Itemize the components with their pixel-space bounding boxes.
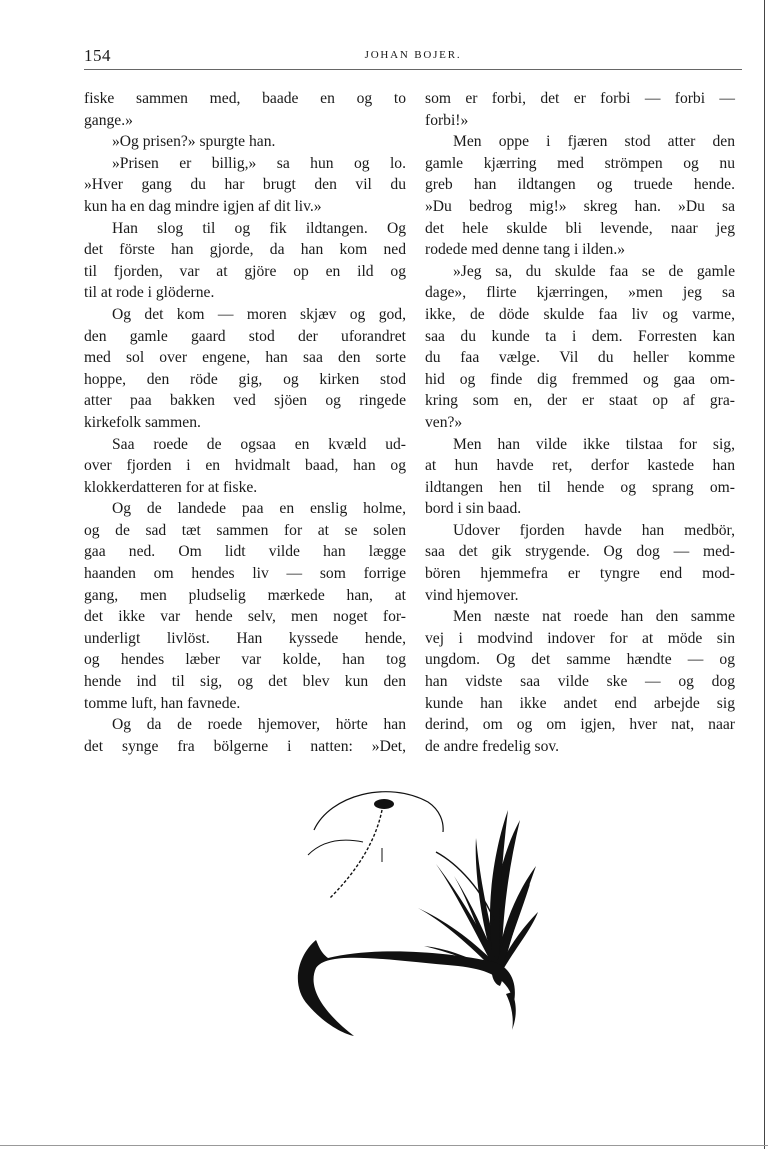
running-head: JOHAN BOJER.	[364, 49, 462, 61]
scan-edge-right	[764, 0, 765, 1149]
text-line: forbi!»	[425, 111, 469, 129]
text-line: han vidste saa vilde ske — og dog	[425, 673, 735, 691]
text-line: med sol over engene, han saa den sorte	[84, 349, 406, 367]
text-line: Og det kom — moren skjæv og god,	[112, 305, 406, 323]
text-line: og de sad tæt sammen for at se solen	[84, 521, 406, 539]
text-line: til at rode i glöderne.	[84, 284, 215, 302]
text-line: det förste han gjorde, da han kom ned	[84, 241, 406, 259]
text-line: det synge fra bölgerne i natten: »Det,	[84, 737, 406, 755]
text-line: rodede med denne tang i ilden.»	[425, 241, 626, 259]
text-line: hoppe, den röde gig, og kirken stod	[84, 370, 406, 388]
text-line: og hendes læber var kolde, han tog	[84, 651, 406, 669]
text-line: hende ind til sig, og det blev kun den	[84, 673, 406, 691]
text-line: underligt livlöst. Han kyssede hende,	[84, 629, 406, 647]
text-line: klokkerdatteren for at fiske.	[84, 478, 258, 496]
text-line: vej i modvind indover for at möde sin	[425, 629, 735, 647]
text-line: gamle kjærring med strömpen og nu	[425, 154, 735, 172]
text-line: ikke, de döde skulde faa liv og varme,	[425, 305, 735, 323]
text-line: gaa ned. Om lidt vilde han lægge	[84, 543, 406, 561]
text-line: som er forbi, det er forbi — forbi —	[425, 90, 735, 107]
dish-center-mark	[374, 799, 394, 809]
text-line: dage», flirte kjærringen, »men jeg sa	[425, 284, 735, 302]
text-line: gange.»	[84, 111, 133, 129]
dish-inner-line	[308, 840, 363, 855]
text-line: hid og finde dig fremmed og gaa om-	[425, 370, 735, 388]
text-line: tomme luft, han favnede.	[84, 694, 241, 712]
text-line: »Hver gang du har brugt den vil du	[84, 176, 406, 194]
text-line: ven?»	[425, 413, 463, 431]
left-column	[84, 88, 406, 757]
page-number: 154	[84, 46, 111, 65]
text-line: Men han vilde ikke tilstaa for sig,	[453, 435, 735, 453]
text-line: kun ha en dag mindre igjen af dit liv.»	[84, 197, 322, 215]
text-line: Men næste nat roede han den samme	[453, 608, 735, 626]
dish-outline	[314, 792, 443, 832]
text-line: til fjorden, var at gjöre op en ild og	[84, 262, 406, 280]
text-line: Han slog til og fik ildtangen. Og	[112, 219, 406, 237]
header-rule	[84, 69, 742, 70]
text-line: du faa vælge. Vil du heller komme	[425, 349, 735, 367]
text-line: derind, om og om igjen, hver nat, naar	[425, 716, 735, 734]
text-line: vind hjemover.	[425, 586, 519, 604]
text-line: at hun havde ret, derfor kastede han	[425, 457, 735, 475]
text-line: saa det gik strygende. Og dog — med-	[425, 543, 735, 561]
text-line: ildtangen hen til hende og sprang om-	[425, 478, 735, 496]
text-line: de andre fredelig sov.	[425, 737, 560, 755]
text-line: Saa roede de ogsaa en kvæld ud-	[112, 435, 406, 453]
stem-line	[330, 810, 382, 898]
text-line: det ikke var hende selv, men noget for-	[84, 608, 406, 626]
text-line: kunde han ikke andet end arbejde sig	[425, 694, 735, 712]
text-line: gang, men pludselig mærkede han, at	[84, 586, 406, 604]
text-line: »Du bedrog mig!» skreg han. »Du sa	[425, 197, 735, 215]
text-line: haanden om hendes liv — som forrige	[84, 565, 406, 583]
grass-vignette-illustration	[268, 780, 538, 1060]
scan-edge-bottom	[0, 1145, 768, 1146]
text-line: saa du kunde ta i dem. Forresten kan	[425, 327, 735, 345]
text-line: den gamle gaard stod der uforandret	[84, 327, 406, 345]
text-line: over fjorden i en hvidmalt baad, han og	[84, 457, 406, 475]
text-line: det hele skulde bli levende, naar jeg	[425, 219, 735, 237]
text-line: atter paa bakken ved sjöen og ringede	[84, 392, 406, 410]
right-column	[425, 88, 735, 757]
text-line: Og de landede paa en enslig holme,	[112, 500, 406, 518]
text-line: Udover fjorden havde han medbör,	[453, 521, 735, 539]
text-line: Og da de roede hjemover, hörte han	[112, 716, 406, 734]
text-line: fiske sammen med, baade en og to	[84, 90, 406, 107]
text-line: bören hjemmefra er tyngre end mod-	[425, 565, 735, 583]
text-line: kirkefolk sammen.	[84, 413, 201, 431]
text-line: kring som en, der er staat op af gra-	[425, 392, 735, 410]
text-line: »Prisen er billig,» sa hun og lo.	[112, 154, 406, 172]
text-line: ungdom. Og det samme hændte — og	[425, 651, 735, 669]
page-header	[84, 46, 742, 70]
text-line: bord i sin baad.	[425, 500, 522, 518]
text-line: greb han ildtangen og truede hende.	[425, 176, 735, 194]
decorative-vignette	[268, 780, 538, 1060]
text-line: »Jeg sa, du skulde faa se de gamle	[453, 262, 735, 280]
text-line: »Og prisen?» spurgte han.	[112, 133, 276, 151]
text-line: Men oppe i fjæren stod atter den	[453, 133, 735, 151]
